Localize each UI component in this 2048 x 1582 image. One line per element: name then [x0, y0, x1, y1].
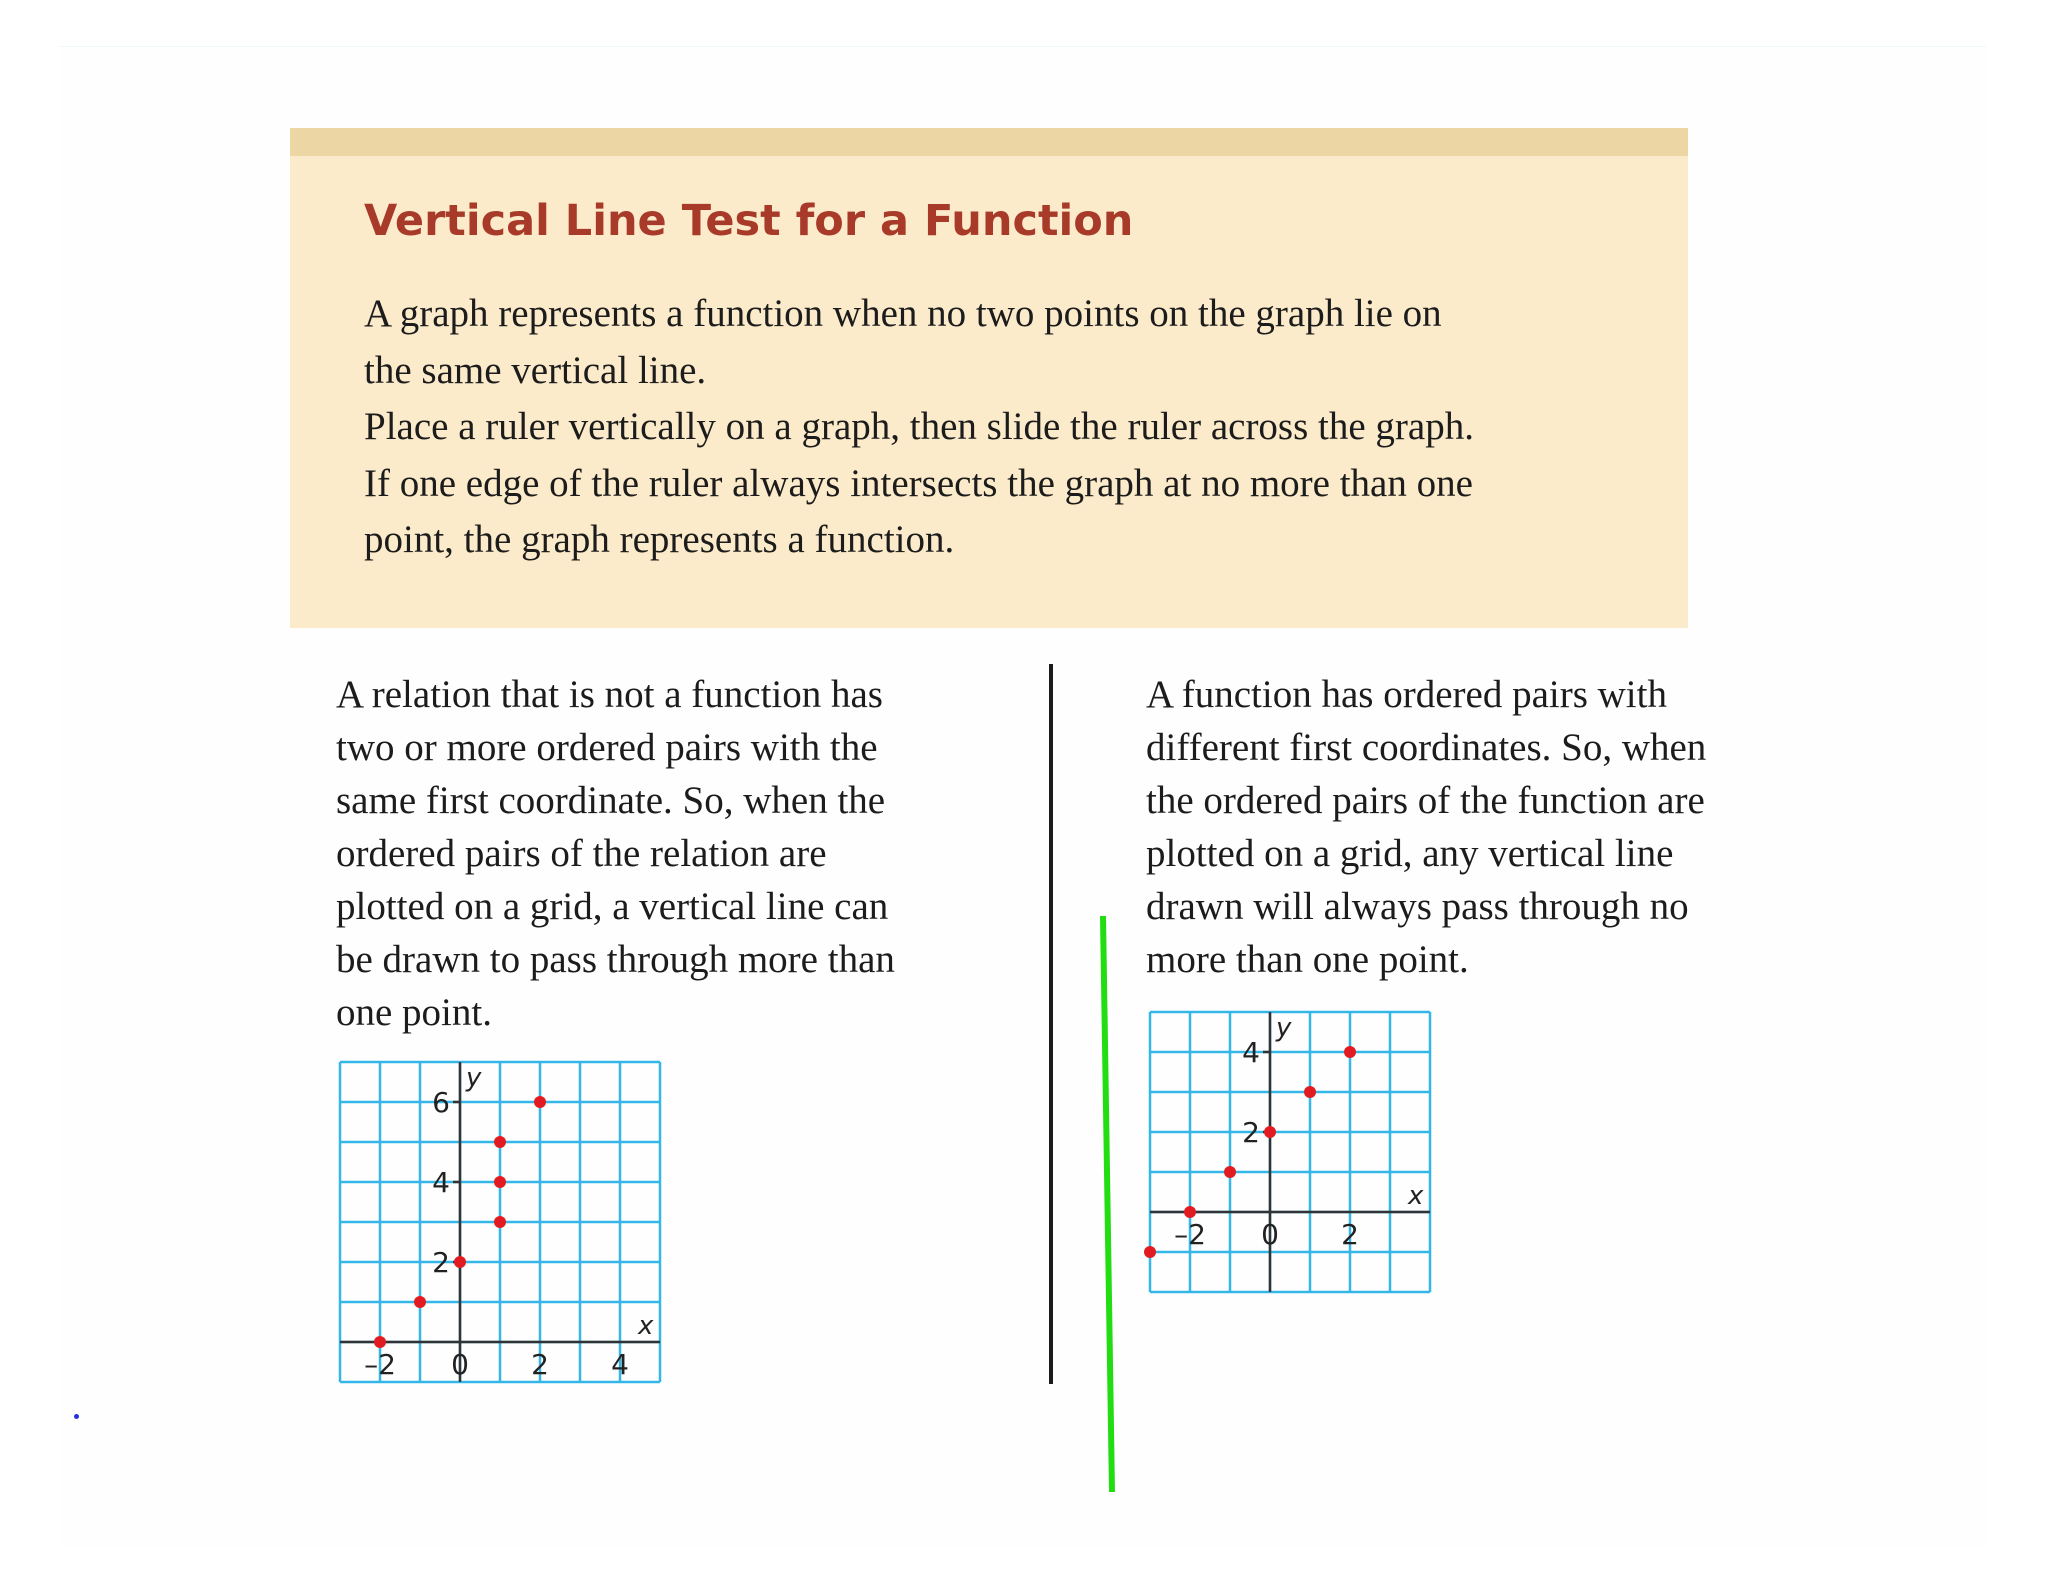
- data-point: [494, 1136, 506, 1148]
- stray-pen-dot: [74, 1414, 79, 1419]
- left-text-line: ordered pairs of the relation are: [336, 832, 827, 875]
- callout-top-bar: [290, 128, 1688, 156]
- callout-line: A graph represents a function when no two points on the graph lie on: [364, 292, 1442, 335]
- right-column-text: [1146, 668, 1706, 986]
- left-text-line: one point.: [336, 991, 492, 1034]
- y-tick-label: 6: [432, 1086, 450, 1119]
- data-point: [374, 1336, 386, 1348]
- data-point: [1264, 1126, 1276, 1138]
- data-point: [1224, 1166, 1236, 1178]
- x-axis-label: x: [638, 1311, 654, 1341]
- x-axis-label: x: [1408, 1181, 1424, 1211]
- x-tick-label: –2: [364, 1348, 396, 1381]
- left-text-line: be drawn to pass through more than: [336, 938, 895, 981]
- right-text-line: different first coordinates. So, when: [1146, 726, 1707, 769]
- data-point: [1144, 1246, 1156, 1258]
- right-text-line: A function has ordered pairs with: [1146, 673, 1667, 716]
- data-point: [494, 1216, 506, 1228]
- column-divider: [1049, 664, 1053, 1384]
- y-axis-label: y: [1276, 1013, 1292, 1043]
- y-tick-label: 4: [1242, 1036, 1260, 1069]
- callout-line: Place a ruler vertically on a graph, then slide the ruler across the graph.: [364, 405, 1474, 448]
- x-tick-label: 0: [451, 1348, 469, 1381]
- callout-line: point, the graph represents a function.: [364, 518, 955, 561]
- data-point: [1184, 1206, 1196, 1218]
- callout-line: If one edge of the ruler always intersects the graph at no more than one: [364, 461, 1473, 505]
- data-point: [1344, 1046, 1356, 1058]
- callout-title: Vertical Line Test for a Function: [364, 196, 1134, 246]
- y-tick-label: 2: [1242, 1116, 1260, 1149]
- ruler-line: [1103, 916, 1112, 1492]
- x-tick-label: 2: [531, 1348, 549, 1381]
- left-text-line: same first coordinate. So, when the: [336, 779, 886, 822]
- right-text-line: drawn will always pass through no: [1146, 885, 1689, 928]
- function-grid-chart: [1140, 1002, 1440, 1302]
- left-text-line: plotted on a grid, a vertical line can: [336, 885, 889, 928]
- left-column-text: [336, 668, 895, 1039]
- data-point: [1304, 1086, 1316, 1098]
- right-text-line: the ordered pairs of the function are: [1146, 779, 1705, 822]
- data-point: [534, 1096, 546, 1108]
- left-text-line: A relation that is not a function has: [336, 673, 883, 716]
- x-tick-label: –2: [1174, 1218, 1206, 1251]
- left-text-line: two or more ordered pairs with the: [336, 726, 878, 769]
- data-point: [494, 1176, 506, 1188]
- x-tick-label: 0: [1261, 1218, 1279, 1251]
- callout-body: [364, 286, 1664, 569]
- right-text-line: plotted on a grid, any vertical line: [1146, 832, 1674, 875]
- x-tick-label: 4: [611, 1348, 629, 1381]
- right-text-line: more than one point.: [1146, 938, 1469, 981]
- y-tick-label: 4: [432, 1166, 450, 1199]
- relation-grid-chart: [330, 1052, 670, 1392]
- data-point: [414, 1296, 426, 1308]
- callout-line: the same vertical line.: [364, 348, 707, 392]
- y-tick-label: 2: [432, 1246, 450, 1279]
- x-tick-label: 2: [1341, 1218, 1359, 1251]
- y-axis-label: y: [466, 1063, 482, 1093]
- data-point: [454, 1256, 466, 1268]
- ruler-line-annotation: [1096, 912, 1120, 1504]
